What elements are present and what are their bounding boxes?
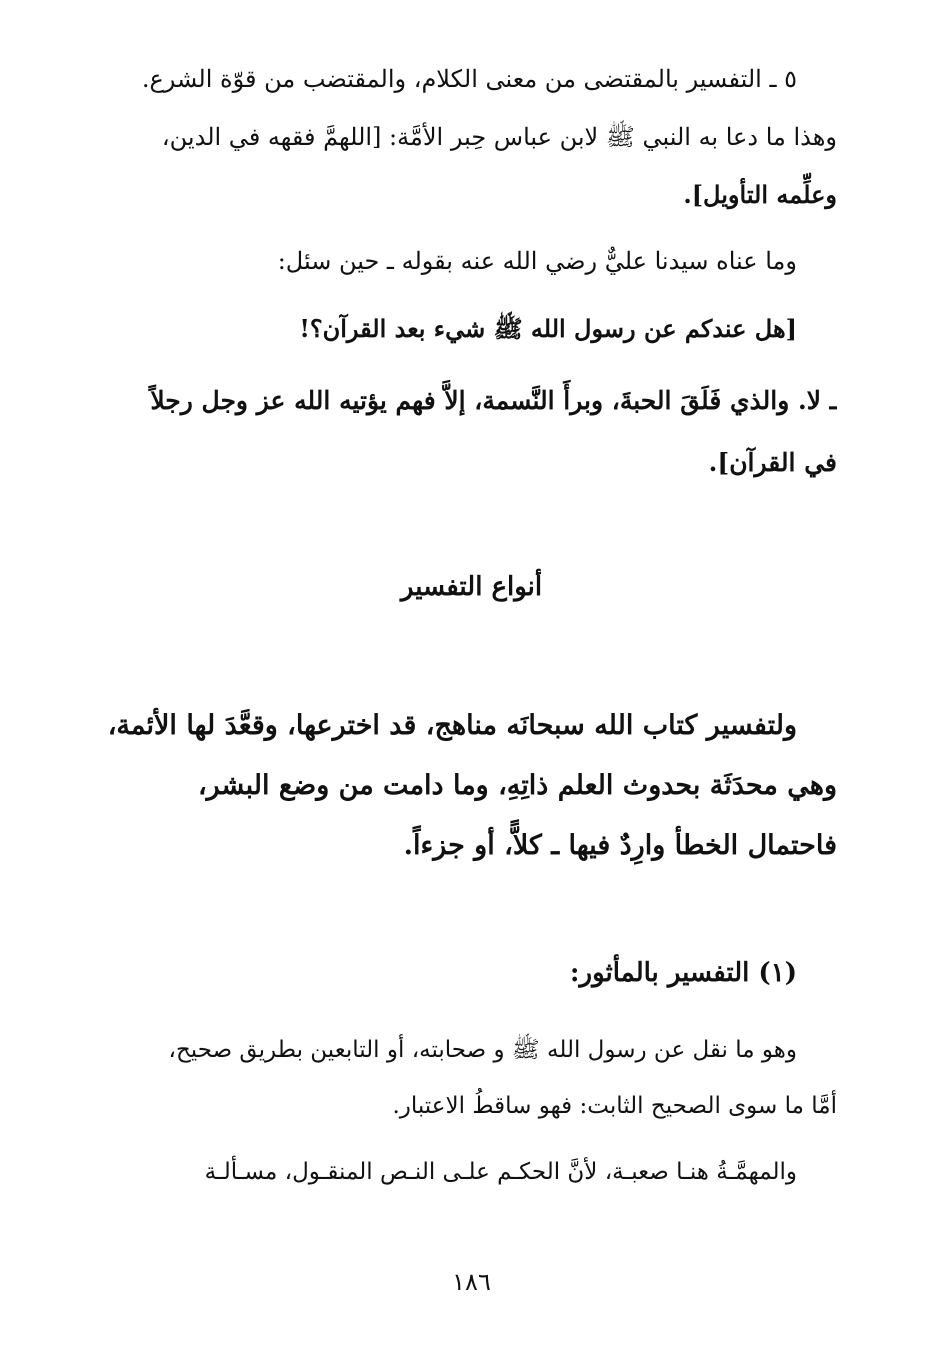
text-line: فاحتمال الخطأ وارِدٌ فيها ـ كلاًّ، أو جزءاً. bbox=[403, 830, 837, 861]
text-line: ولتفسير كتاب الله سبحانَه مناهج، قد اخترعها، وقعَّدَ لها الأئمة، bbox=[107, 710, 797, 741]
page-number: ١٨٦ bbox=[452, 1268, 491, 1296]
text-line: والمهمَّـةُ هنـا صعبـة، لأنَّ الحكـم علـى النـص المنقـول، مسـألـة bbox=[204, 1159, 797, 1185]
paragraph-mathur-definition bbox=[67, 1022, 837, 1134]
section-heading: أنواع التفسير bbox=[400, 572, 543, 602]
text-line: وهذا ما دعا به النبي ﷺ لابن عباس حِبر الأمَّة: [اللهمَّ فقهه في الدين، bbox=[161, 123, 837, 151]
paragraph-task bbox=[67, 1144, 837, 1200]
text-line: وهي محدَثَة بحدوث العلم ذاتِهِ، وما دامت من وضع البشر، bbox=[197, 770, 837, 801]
text-line: ٥ ـ التفسير بالمقتضى من معنى الكلام، والمقتضب من قوّة الشرع. bbox=[141, 65, 797, 93]
text-line: في القرآن]. bbox=[708, 448, 837, 477]
paragraph-ali-quote-intro bbox=[67, 232, 837, 290]
text-line: [هل عندكم عن رسول الله ﷺ شيء بعد القرآن؟! bbox=[299, 314, 797, 343]
paragraph-answer bbox=[67, 370, 837, 494]
subheading-mathur: (١) التفسير بالمأثور: bbox=[569, 958, 797, 988]
text-line: أمَّا ما سوى الصحيح الثابت: فهو ساقطُ الاعتبار. bbox=[392, 1093, 837, 1119]
text-line: ـ لا. والذي فَلَقَ الحبةَ، وبرأَ النَّسمة، إلاَّ فهم يؤتيه الله عز وجل رجلاً bbox=[150, 386, 837, 415]
text-line: وعلِّمه التأويل]. bbox=[683, 180, 837, 209]
text-line: وما عناه سيدنا عليٌّ رضي الله عنه بقوله ـ حين سئل: bbox=[277, 247, 797, 275]
paragraph-question bbox=[67, 300, 837, 358]
paragraph-methods bbox=[67, 696, 837, 876]
paragraph-tafsir-muqtada bbox=[67, 50, 837, 224]
text-line: وهو ما نقل عن رسول الله ﷺ و صحابته، أو التابعين بطريق صحيح، bbox=[168, 1037, 797, 1063]
